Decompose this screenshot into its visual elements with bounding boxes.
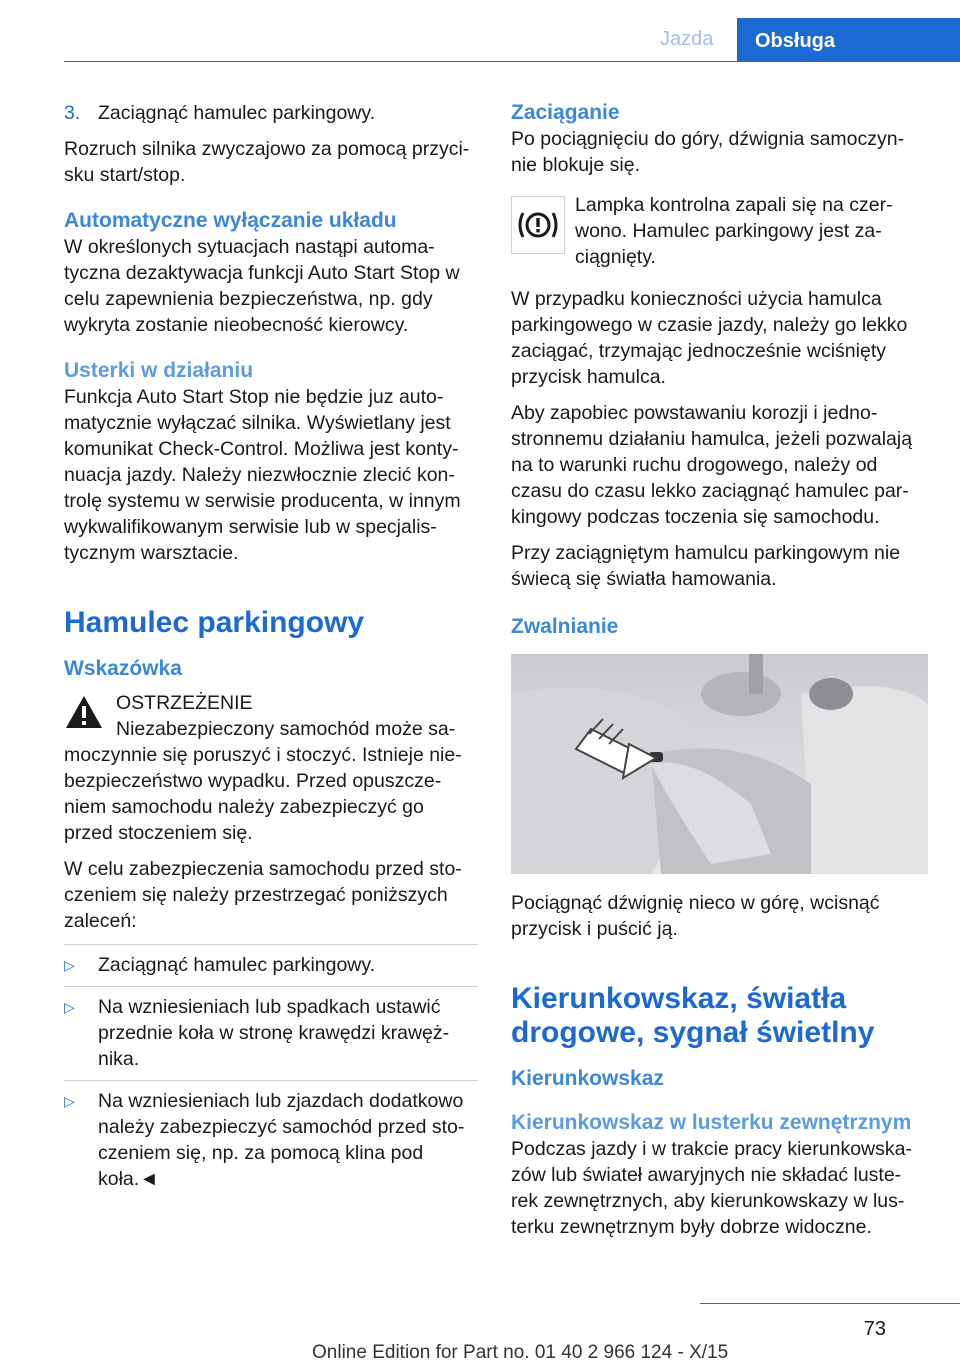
footer-rule (700, 1303, 960, 1304)
bullet-triangle-icon: ▷ (64, 957, 75, 973)
heading-parking-brake: Hamulec parkingowy (64, 606, 365, 639)
heading-indicator-lights: Kierunkowskaz, światła drogowe, sygnał świetlny (511, 982, 875, 1049)
start-paragraph: Rozruch silnika zwyczajowo za pomocą przyci-sku start/stop. (64, 138, 470, 186)
corrosion-paragraph: Aby zapobiec powstawaniu korozji i jedno-stronnemu działaniu hamulca, jeżeli pozwalają na to warunki ruchu drogowego, należy od czasu do czasu lekko zaciągnąć hamulec par-kingowy podczas toczenia się samochodu. (511, 402, 913, 528)
heading-mirror-signal: Kierunkowskaz w lusterku zewnętrznym (511, 1111, 912, 1134)
lamp-text: Lampka kontrolna zapali się na czer-wono. Hamulec parkingowy jest za-ciągnięty. (575, 194, 893, 268)
list-item (64, 986, 478, 1072)
driving-paragraph: W przypadku konieczności użycia hamulca parkingowego w czasie jazdy, należy go lekko zaciągać, trzymając jednocześnie wciśnięty przycisk hamulca. (511, 288, 908, 388)
warning-label: OSTRZEŻENIE (116, 692, 253, 714)
faults-paragraph: Funkcja Auto Start Stop nie będzie juz auto-matycznie wyłączać silnika. Wyświetlany jest komunikat Check-Control. Możliwa jest konty-nuacja jazdy. Należy niezwłocznie zlecić kon-trolę systemu w serwisie producenta, w innym wykwalifikowanym serwisie lub w specjalis-tycznym warsztacie. (64, 386, 461, 564)
heading-auto-off: Automatyczne wyłączanie układu (64, 209, 397, 232)
heading-note: Wskazówka (64, 657, 182, 680)
edition-footer: Online Edition for Part no. 01 40 2 966 124 - X/15 (312, 1342, 729, 1363)
heading-faults: Usterki w działaniu (64, 359, 254, 382)
list-item-text: Zaciągnąć hamulec parkingowy. (98, 954, 376, 976)
secure-paragraph: W celu zabezpieczenia samochodu przed sto-czeniem się należy przestrzegać poniższych zaleceń: (64, 858, 462, 932)
mirror-paragraph: Podczas jazdy i w trakcie pracy kierunkowska-zów lub świateł awaryjnych nie składać luste-rek zewnętrznych, aby kierunkowskazy w lus-terku zewnętrznym były dobrze widoczne. (511, 1138, 912, 1238)
bullet-triangle-icon: ▷ (64, 1093, 75, 1109)
parking-brake-lever-photo (511, 654, 928, 874)
list-item (64, 944, 478, 978)
heading-turn-signal: Kierunkowskaz (511, 1067, 664, 1090)
list-item (64, 1080, 478, 1192)
step-number: 3. (64, 102, 81, 124)
bullet-triangle-icon: ▷ (64, 999, 75, 1015)
warning-text: moczynnie się poruszyć i stoczyć. Istnieje nie-bezpieczeństwo wypadku. Przed opuszcze-niem samochodu należy zabezpieczyć go przed stoczeniem się. (64, 744, 462, 844)
left-column (64, 100, 478, 1200)
warning-first-line: Niezabezpieczony samochód może sa- (116, 718, 456, 740)
step-text: Zaciągnąć hamulec parkingowy. (98, 102, 376, 124)
brake-lights-paragraph: Przy zaciągniętym hamulcu parkingowym nie świecą się światła hamowania. (511, 542, 901, 590)
step-3 (64, 100, 478, 126)
list-item-text: Na wzniesieniach lub zjazdach dodatkowo należy zabezpieczyć samochód przed sto-czeniem się, np. za pomocą klina pod koła.◄ (98, 1090, 465, 1190)
bullet-list (64, 944, 478, 1192)
warning-block (64, 690, 478, 846)
page-header (0, 0, 960, 62)
section-tab-obsluga[interactable]: Obsługa (737, 18, 960, 62)
right-column (511, 100, 925, 1250)
header-rule (64, 61, 960, 62)
page-number: 73 (863, 1318, 886, 1340)
warning-triangle-icon (64, 694, 104, 730)
parking-brake-warning-icon (511, 196, 565, 254)
release-paragraph: Pociągnąć dźwignię nieco w górę, wcisnąć przycisk i puścić ją. (511, 892, 880, 940)
applying-paragraph: Po pociągnięciu do góry, dźwignia samoczyn-nie blokuje się. (511, 128, 905, 176)
auto-off-paragraph: W określonych sytuacjach nastąpi automa-tyczna dezaktywacja funkcji Auto Start Stop w celu zapewnienia bezpieczeństwa, np. gdy wykryta zostanie nieobecność kierowcy. (64, 236, 460, 336)
heading-applying: Zaciąganie (511, 101, 620, 124)
indicator-lamp-block (511, 192, 925, 272)
section-tab-jazda[interactable]: Jazda (660, 28, 714, 50)
list-item-text: Na wzniesieniach lub spadkach ustawić przednie koła w stronę krawędzi krawęż-nika. (98, 996, 450, 1070)
heading-releasing: Zwalnianie (511, 615, 619, 638)
